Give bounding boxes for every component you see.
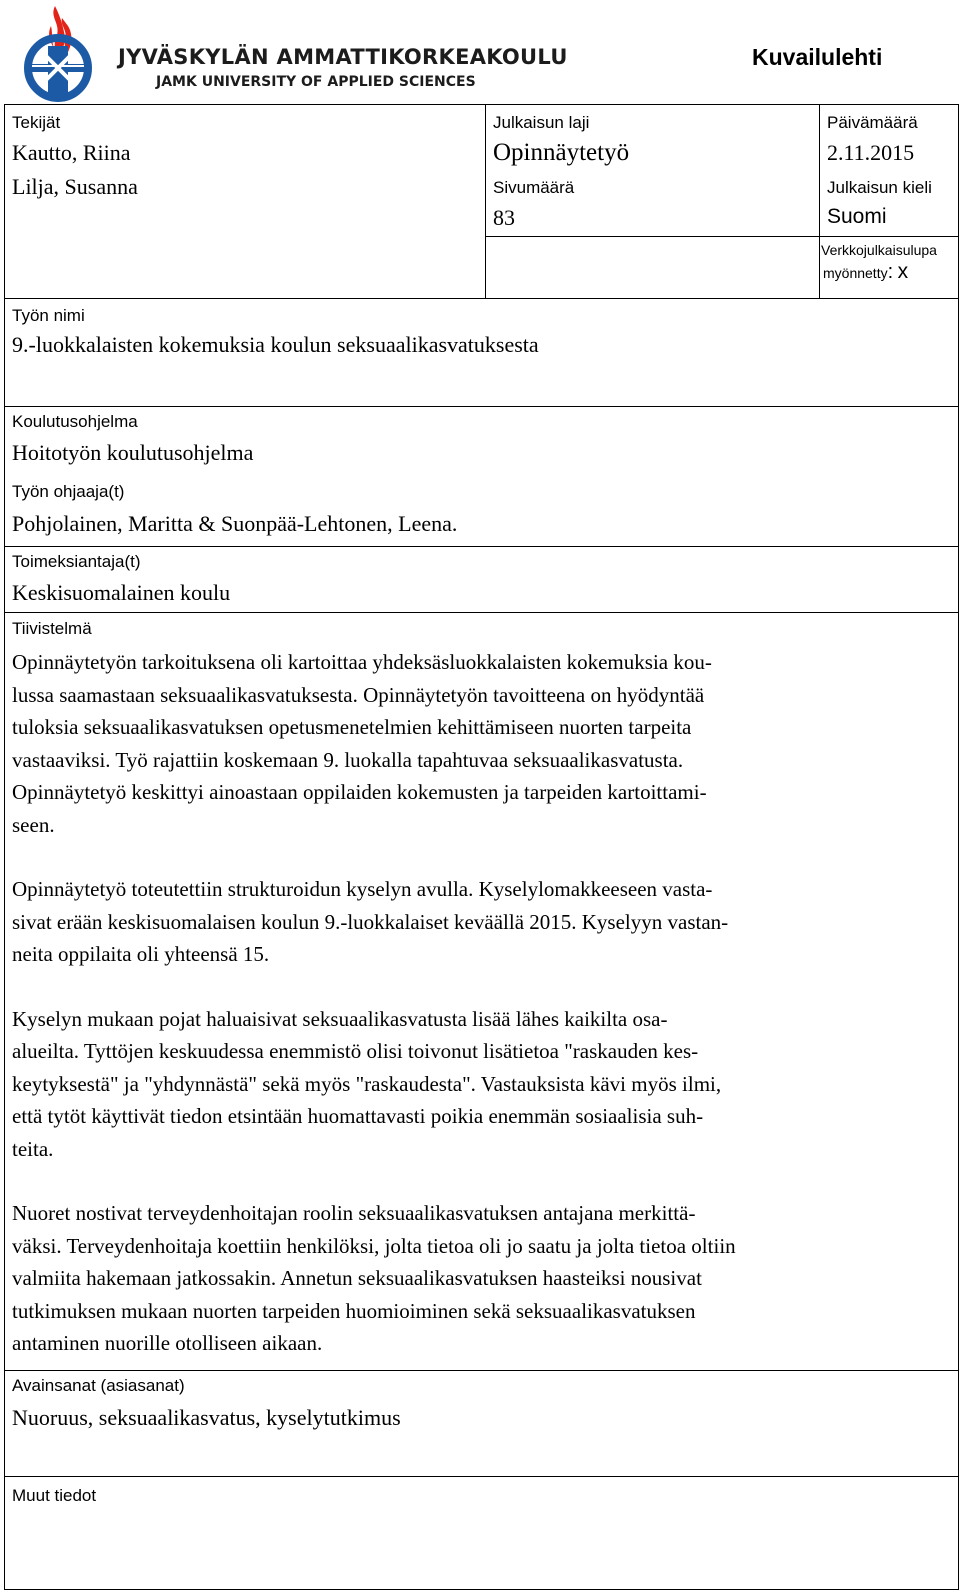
online-permission-row (823, 262, 908, 283)
row-divider-title (4, 298, 959, 299)
row-divider-keywords (4, 1370, 959, 1371)
row-divider-other (4, 1476, 959, 1477)
abstract-paragraph (12, 1003, 947, 1166)
abstract-line: valmiita hakemaan jatkossakin. Annetun seksuaalikasvatuksen haasteiksi nousivat (12, 1266, 702, 1290)
keywords-value: Nuoruus, seksuaalikasvatus, kyselytutkimus (12, 1405, 401, 1430)
logo-name-en: JAMK UNIVERSITY OF APPLIED SCIENCES (156, 74, 476, 90)
abstract-line: neita oppilaita oli yhteensä 15. (12, 942, 270, 966)
abstract-line: Kyselyn mukaan pojat haluaisivat seksuaalikasvatusta lisää lähes kaikilta osa- (12, 1006, 668, 1031)
online-permission-label-2: myönnetty (823, 265, 888, 281)
supervisors-label: Työn ohjaaja(t) (12, 482, 125, 501)
abstract-paragraph (12, 873, 947, 971)
jamk-logo (18, 4, 568, 104)
table-left-border (4, 104, 5, 1590)
abstract-line: vastaaviksi. Työ rajattiin koskemaan 9. luokalla tapahtuvaa seksuaalikasvatusta. (12, 747, 684, 772)
row-divider-right (819, 236, 959, 237)
abstract-line: että tytöt käyttivät tiedon etsintään huomattavasti poikia enemmän sosiaalisia suh- (12, 1104, 704, 1128)
abstract-text (12, 646, 947, 1360)
row-divider-mid (485, 236, 819, 237)
language-value: Suomi (827, 205, 887, 228)
program-value: Hoitotyön koulutusohjelma (12, 440, 254, 465)
program-label: Koulutusohjelma (12, 412, 138, 431)
flame-emblem-icon (18, 4, 98, 104)
commissioner-value: Keskisuomalainen koulu (12, 580, 231, 605)
abstract-line: Opinnäytetyön tarkoituksena oli kartoittaa yhdeksäsluokkalaisten kokemuksia kou- (12, 650, 712, 674)
abstract-line: Opinnäytetyö keskittyi ainoastaan oppilaiden kokemusten ja tarpeiden kartoittami- (12, 780, 707, 804)
title-label: Työn nimi (12, 306, 85, 325)
abstract-paragraph (12, 1197, 947, 1360)
supervisors-value: Pohjolainen, Maritta & Suonpää-Lehtonen, Leena. (12, 511, 458, 536)
other-info-label: Muut tiedot (12, 1486, 97, 1505)
abstract-label: Tiivistelmä (12, 619, 92, 638)
page-count-label: Sivumäärä (493, 178, 575, 197)
table-top-border (4, 104, 959, 105)
document-type-title: Kuvailulehti (752, 44, 883, 70)
author-name: Lilja, Susanna (12, 174, 138, 199)
logo-name-fi: JYVÄSKYLÄN AMMATTIKORKEAKOULU (118, 45, 568, 69)
author-name: Kautto, Riina (12, 140, 131, 165)
abstract-line: keytyksestä" ja "yhdynnästä" sekä myös "raskaudesta". Vastauksista kävi myös ilmi, (12, 1071, 722, 1096)
col-divider-2 (819, 104, 820, 299)
keywords-label: Avainsanat (asiasanat) (12, 1376, 185, 1395)
page-count-value: 83 (493, 205, 515, 230)
abstract-line: seen. (12, 812, 55, 837)
colon: : (887, 261, 894, 283)
abstract-line: tuloksia seksuaalikasvatuksen opetusmenetelmien kehittämiseen nuorten tarpeita (12, 715, 692, 739)
date-value: 2.11.2015 (827, 140, 915, 165)
commissioner-label: Toimeksiantaja(t) (12, 552, 141, 571)
thesis-title: 9.-luokkalaisten kokemuksia koulun seksuaalikasvatuksesta (12, 332, 539, 357)
abstract-line: Nuoret nostivat terveydenhoitajan roolin seksuaalikasvatuksen antajana merkittä- (12, 1201, 696, 1225)
date-label: Päivämäärä (827, 113, 918, 132)
abstract-line: alueilta. Tyttöjen keskuudessa enemmistö olisi toivonut lisätietoa "raskauden kes- (12, 1039, 699, 1063)
abstract-line: antaminen nuorille otolliseen aikaan. (12, 1331, 323, 1355)
publication-type-value: Opinnäytetyö (493, 139, 630, 166)
online-permission-value: x (897, 260, 909, 283)
col-divider-1 (485, 104, 486, 299)
row-divider-abstract (4, 612, 959, 613)
table-bottom-border (4, 1589, 959, 1590)
abstract-line: tutkimuksen mukaan nuorten tarpeiden huomioiminen sekä seksuaalikasvatuksen (12, 1298, 696, 1323)
abstract-line: Opinnäytetyö toteutettiin strukturoidun kyselyn avulla. Kyselylomakkeeseen vasta- (12, 877, 713, 901)
language-label: Julkaisun kieli (827, 178, 932, 197)
abstract-line: väksi. Terveydenhoitaja koettiin henkilöksi, jolta tietoa oli jo saatu ja jolta tietoa oltiin (12, 1233, 736, 1258)
row-divider-commissioner (4, 546, 959, 547)
abstract-line: sivat erään keskisuomalaisen koulun 9.-luokkalaiset keväällä 2015. Kyselyyn vastan- (12, 909, 729, 934)
abstract-paragraph (12, 646, 947, 841)
table-right-border (958, 104, 959, 1590)
abstract-line: teita. (12, 1136, 54, 1161)
online-permission-label: Verkkojulkaisulupa (821, 242, 937, 258)
authors-label: Tekijät (12, 113, 61, 132)
row-divider-program (4, 406, 959, 407)
publication-type-label: Julkaisun laji (493, 113, 590, 132)
abstract-line: lussa saamastaan seksuaalikasvatuksesta. Opinnäytetyön tavoitteena on hyödyntää (12, 682, 705, 707)
